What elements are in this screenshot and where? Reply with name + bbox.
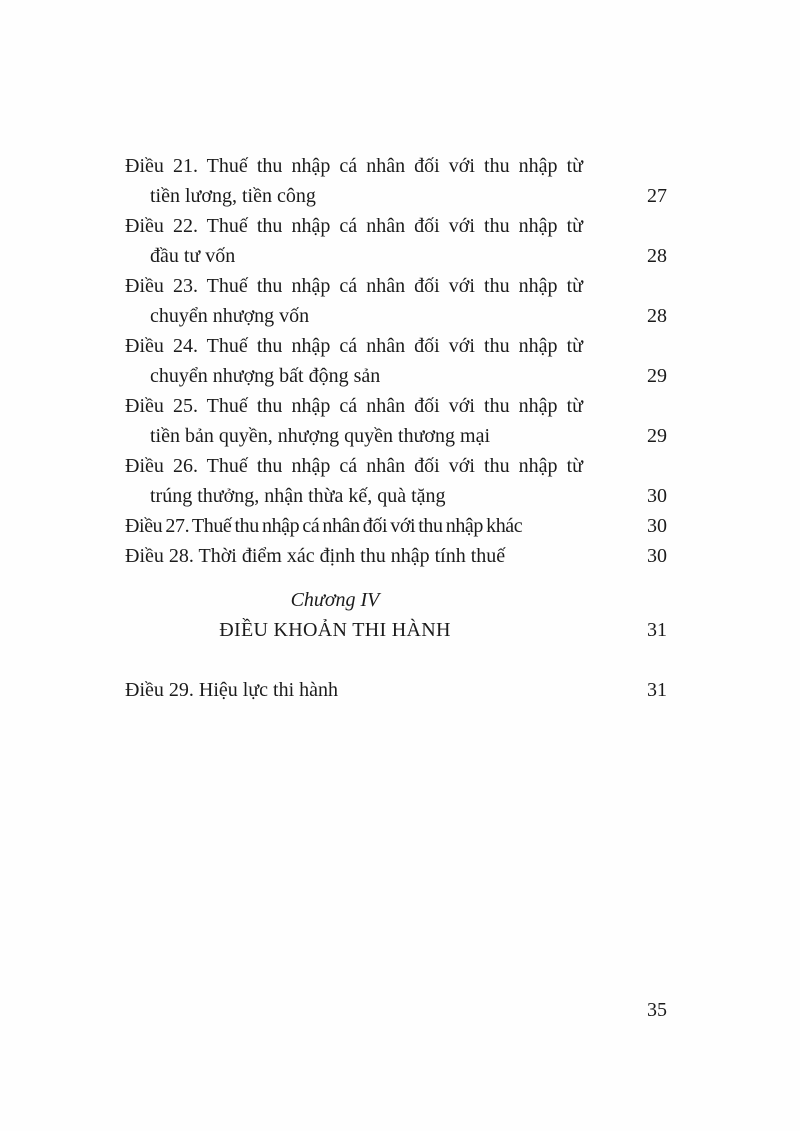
- toc-entry-text: [125, 211, 583, 271]
- toc-entry-dieu-26: [125, 451, 667, 511]
- chapter-title: ĐIỀU KHOẢN THI HÀNH: [219, 619, 451, 641]
- toc-entry-text: [125, 151, 583, 211]
- toc-entry-text: [125, 271, 583, 331]
- toc-entry-line2: tiền lương, tiền công: [150, 185, 316, 207]
- toc-entry-line1: Điều 23. Thuế thu nhập cá nhân đối với thu nhập từ: [125, 275, 583, 297]
- toc-entry-line2: chuyển nhượng bất động sản: [150, 365, 381, 387]
- toc-page-number: 27: [647, 185, 667, 207]
- toc-entry-dieu-25: [125, 391, 667, 451]
- toc-page-number: 29: [647, 365, 667, 387]
- toc-entry-line2: đầu tư vốn: [150, 245, 236, 267]
- toc-entry-line2: tiền bản quyền, nhượng quyền thương mại: [150, 425, 490, 447]
- table-of-contents: [125, 151, 667, 705]
- toc-entry-dieu-29: [125, 675, 667, 705]
- toc-entry-dieu-28: [125, 541, 667, 571]
- toc-entry-line1: Điều 27. Thuế thu nhập cá nhân đối với thu nhập khác: [125, 515, 523, 537]
- toc-page-number: 30: [647, 485, 667, 507]
- toc-entry-text: [125, 331, 583, 391]
- toc-entry-dieu-21: [125, 151, 667, 211]
- toc-entry-dieu-27: [125, 511, 667, 541]
- toc-page-number: 30: [647, 545, 667, 567]
- toc-page-number: 31: [647, 619, 667, 641]
- toc-entry-dieu-23: [125, 271, 667, 331]
- toc-page-number: 30: [647, 515, 667, 537]
- chapter-label: Chương IV: [290, 589, 380, 611]
- page-folio-number: 35: [647, 999, 667, 1021]
- toc-entry-line1: Điều 25. Thuế thu nhập cá nhân đối với thu nhập từ: [125, 395, 583, 417]
- toc-entry-text: [125, 451, 583, 511]
- toc-page-number: 29: [647, 425, 667, 447]
- toc-page-number: 28: [647, 305, 667, 327]
- toc-chapter-4: [125, 585, 667, 645]
- toc-entry-line1: Điều 22. Thuế thu nhập cá nhân đối với thu nhập từ: [125, 215, 583, 237]
- toc-entry-dieu-24: [125, 331, 667, 391]
- toc-entry-line1: Điều 29. Hiệu lực thi hành: [125, 679, 339, 701]
- toc-page-number: 28: [647, 245, 667, 267]
- toc-entry-line1: Điều 26. Thuế thu nhập cá nhân đối với thu nhập từ: [125, 455, 583, 477]
- toc-entry-dieu-22: [125, 211, 667, 271]
- chapter-heading-block: [125, 585, 545, 645]
- toc-page-number: 31: [647, 679, 667, 701]
- toc-entry-text: [125, 391, 583, 451]
- toc-entry-line1: Điều 28. Thời điểm xác định thu nhập tính thuế: [125, 545, 506, 567]
- toc-entry-line1: Điều 24. Thuế thu nhập cá nhân đối với thu nhập từ: [125, 335, 583, 357]
- toc-entry-line2: chuyển nhượng vốn: [150, 305, 310, 327]
- toc-entry-line1: Điều 21. Thuế thu nhập cá nhân đối với thu nhập từ: [125, 155, 583, 177]
- toc-entry-line2: trúng thưởng, nhận thừa kế, quà tặng: [150, 485, 446, 507]
